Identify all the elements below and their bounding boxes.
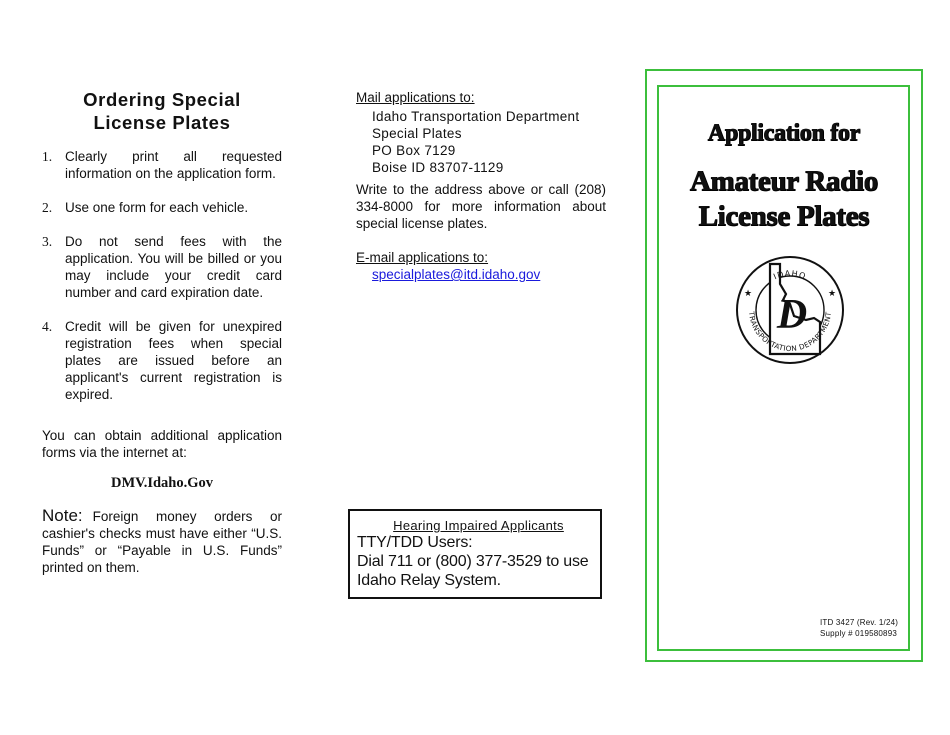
list-item (42, 318, 282, 403)
star-icon: ★ (744, 288, 753, 298)
obtain-forms-text: You can obtain additional application forms via the internet at: (42, 428, 282, 460)
mail-heading: Mail applications to: (356, 90, 475, 105)
list-item (42, 199, 282, 216)
step-number: 4. (42, 319, 53, 334)
form-number: ITD 3427 (Rev. 1/24) (820, 618, 899, 627)
address-line: Idaho Transportation Department (372, 109, 580, 124)
cover-title: Amateur Radio License Plates (689, 165, 878, 232)
application-for-heading: Application for (707, 120, 860, 146)
email-heading: E-mail applications to: (356, 250, 489, 265)
instruction-list (42, 148, 282, 403)
step-text: Clearly print all requested information on the application form. (65, 149, 282, 181)
ordering-title: Ordering Special License Plates (83, 89, 241, 133)
list-item (42, 233, 282, 301)
tty-line: TTY/TDD Users: (357, 534, 473, 551)
mailing-address (356, 108, 606, 176)
note-label: Note: (42, 506, 83, 525)
step-text: Use one form for each vehicle. (65, 200, 249, 215)
seal-top-text: IDAHO (772, 268, 808, 282)
tty-line: Idaho Relay System. (357, 572, 501, 589)
star-icon: ★ (828, 288, 837, 298)
list-item (42, 148, 282, 182)
left-column (42, 88, 282, 576)
seal-bottom-text: TRANSPORTATION DEPARTMENT (746, 311, 834, 354)
form-footer (820, 617, 898, 639)
address-line: Boise ID 83707-1129 (372, 160, 504, 175)
dmv-url: DMV.Idaho.Gov (110, 475, 214, 491)
address-line: PO Box 7129 (372, 143, 456, 158)
address-line: Special Plates (372, 126, 462, 141)
tty-line: Dial 711 or (800) 377-3529 to use (357, 553, 589, 570)
note-text: Foreign money orders or cashier's checks must have either “U.S. Funds” or “Payable in U.S. Funds” printed on them. (42, 509, 282, 575)
itd-seal-logo (734, 254, 846, 366)
email-link[interactable]: specialplates@itd.idaho.gov (372, 267, 541, 282)
step-text: Credit will be given for unexpired registration fees when special plates are issued before an applicant's current registration is expired. (65, 319, 282, 402)
tty-info-box (348, 509, 602, 599)
tty-heading: Hearing Impaired Applicants (393, 518, 564, 533)
step-text: Do not send fees with the application. You will be billed or you may include your credit card number and card expiration date. (65, 234, 282, 300)
middle-column (356, 89, 606, 283)
step-number: 1. (42, 149, 53, 164)
supply-number: Supply # 019580893 (820, 629, 897, 638)
step-number: 3. (42, 234, 53, 249)
seal-letter: D (776, 292, 808, 338)
contact-text: Write to the address above or call (208) 334-8000 for more information about special license plates. (356, 182, 606, 231)
note-paragraph (42, 507, 282, 576)
step-number: 2. (42, 200, 53, 215)
